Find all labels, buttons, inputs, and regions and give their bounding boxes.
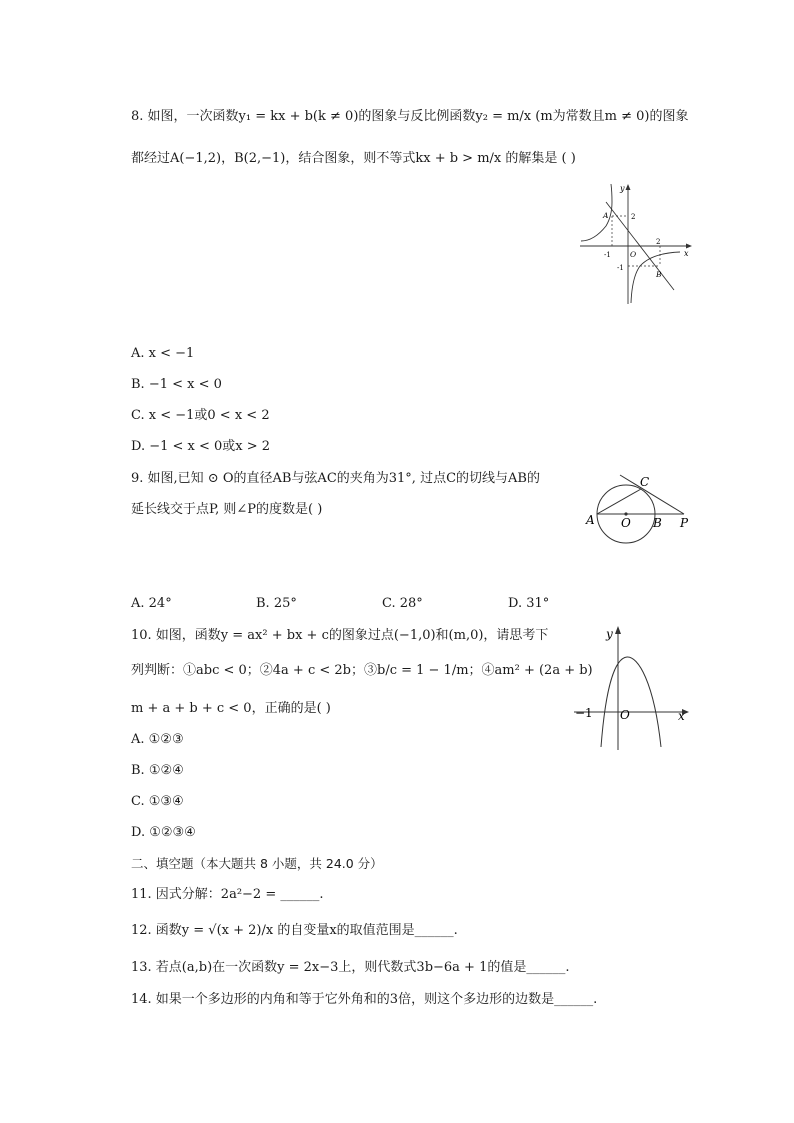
q8-x-label: x <box>684 249 689 258</box>
q9-point-a: A <box>586 513 595 527</box>
q13-text: 13. 若点(a,b)在一次函数y = 2x−3上，则代数式3b−6a + 1的值是______. <box>131 960 570 975</box>
q10-option-b: B. ①②④ <box>131 763 184 778</box>
q8-tick-ym1: -1 <box>617 264 624 272</box>
q8-origin: O <box>630 250 637 259</box>
q14-text: 14. 如果一个多边形的内角和等于它外角和的3倍，则这个多边形的边数是______. <box>131 992 598 1007</box>
q9-figure <box>580 470 694 552</box>
q10-x-label: x <box>678 709 685 723</box>
q8-line-2: 都经过A(−1,2)，B(2,−1)，结合图象，则不等式kx + b > m/x 的解集是 ( ) <box>131 151 576 166</box>
q10-tick-neg1: −1 <box>575 706 593 720</box>
q9-option-a: A. 24° <box>131 596 172 611</box>
q8-option-c: C. x < −1或0 < x < 2 <box>131 408 270 423</box>
q9-line-1: 9. 如图,已知 ⊙ O的直径AB与弦AC的夹角为31°, 过点C的切线与AB的 <box>131 471 540 486</box>
q9-option-d: D. 31° <box>508 596 550 611</box>
q9-line-2: 延长线交于点P, 则∠P的度数是( ) <box>131 502 323 517</box>
q8-y-label: y <box>620 184 625 193</box>
q9-point-c: C <box>640 475 650 489</box>
q8-figure <box>576 182 694 308</box>
q10-line-1: 10. 如图，函数y = ax² + bx + c的图象过点(−1,0)和(m,0)，请思考下 <box>131 628 549 643</box>
q8-line-1: 8. 如图，一次函数y₁ = kx + b(k ≠ 0)的图象与反比例函数y₂ = m/x (m为常数且m ≠ 0)的图象 <box>131 109 689 124</box>
q10-origin: O <box>620 708 630 722</box>
q8-option-b: B. −1 < x < 0 <box>131 377 222 392</box>
q12-text: 12. 函数y = √(x + 2)/x 的自变量x的取值范围是______. <box>131 923 458 938</box>
q9-point-b: B <box>653 516 662 530</box>
q10-option-c: C. ①③④ <box>131 794 184 809</box>
q10-line-3: m + a + b + c < 0，正确的是( ) <box>131 701 331 716</box>
q8-tick-x2: 2 <box>656 238 661 246</box>
q11-text: 11. 因式分解：2a²−2 = ______. <box>131 887 324 902</box>
q10-y-label: y <box>606 627 613 641</box>
q8-tick-xm1: -1 <box>604 251 611 259</box>
section-2-heading: 二、填空题（本大题共 8 小题，共 24.0 分） <box>131 856 383 871</box>
q9-point-o: O <box>621 516 631 530</box>
q10-line-2: 列判断：①abc < 0；②4a + c < 2b；③b/c = 1 − 1/m；④am² + (2a + b) <box>131 663 593 678</box>
q10-option-d: D. ①②③④ <box>131 825 196 840</box>
q10-figure <box>570 622 694 754</box>
q9-option-c: C. 28° <box>382 596 423 611</box>
q10-option-a: A. ①②③ <box>131 732 184 747</box>
q8-point-a: A <box>603 211 609 220</box>
q8-tick-y2: 2 <box>631 213 636 221</box>
q9-point-p: P <box>680 516 689 530</box>
q9-option-b: B. 25° <box>256 596 297 611</box>
q8-point-b: B <box>656 270 662 279</box>
q8-option-a: A. x < −1 <box>131 346 195 361</box>
q8-option-d: D. −1 < x < 0或x > 2 <box>131 439 271 454</box>
